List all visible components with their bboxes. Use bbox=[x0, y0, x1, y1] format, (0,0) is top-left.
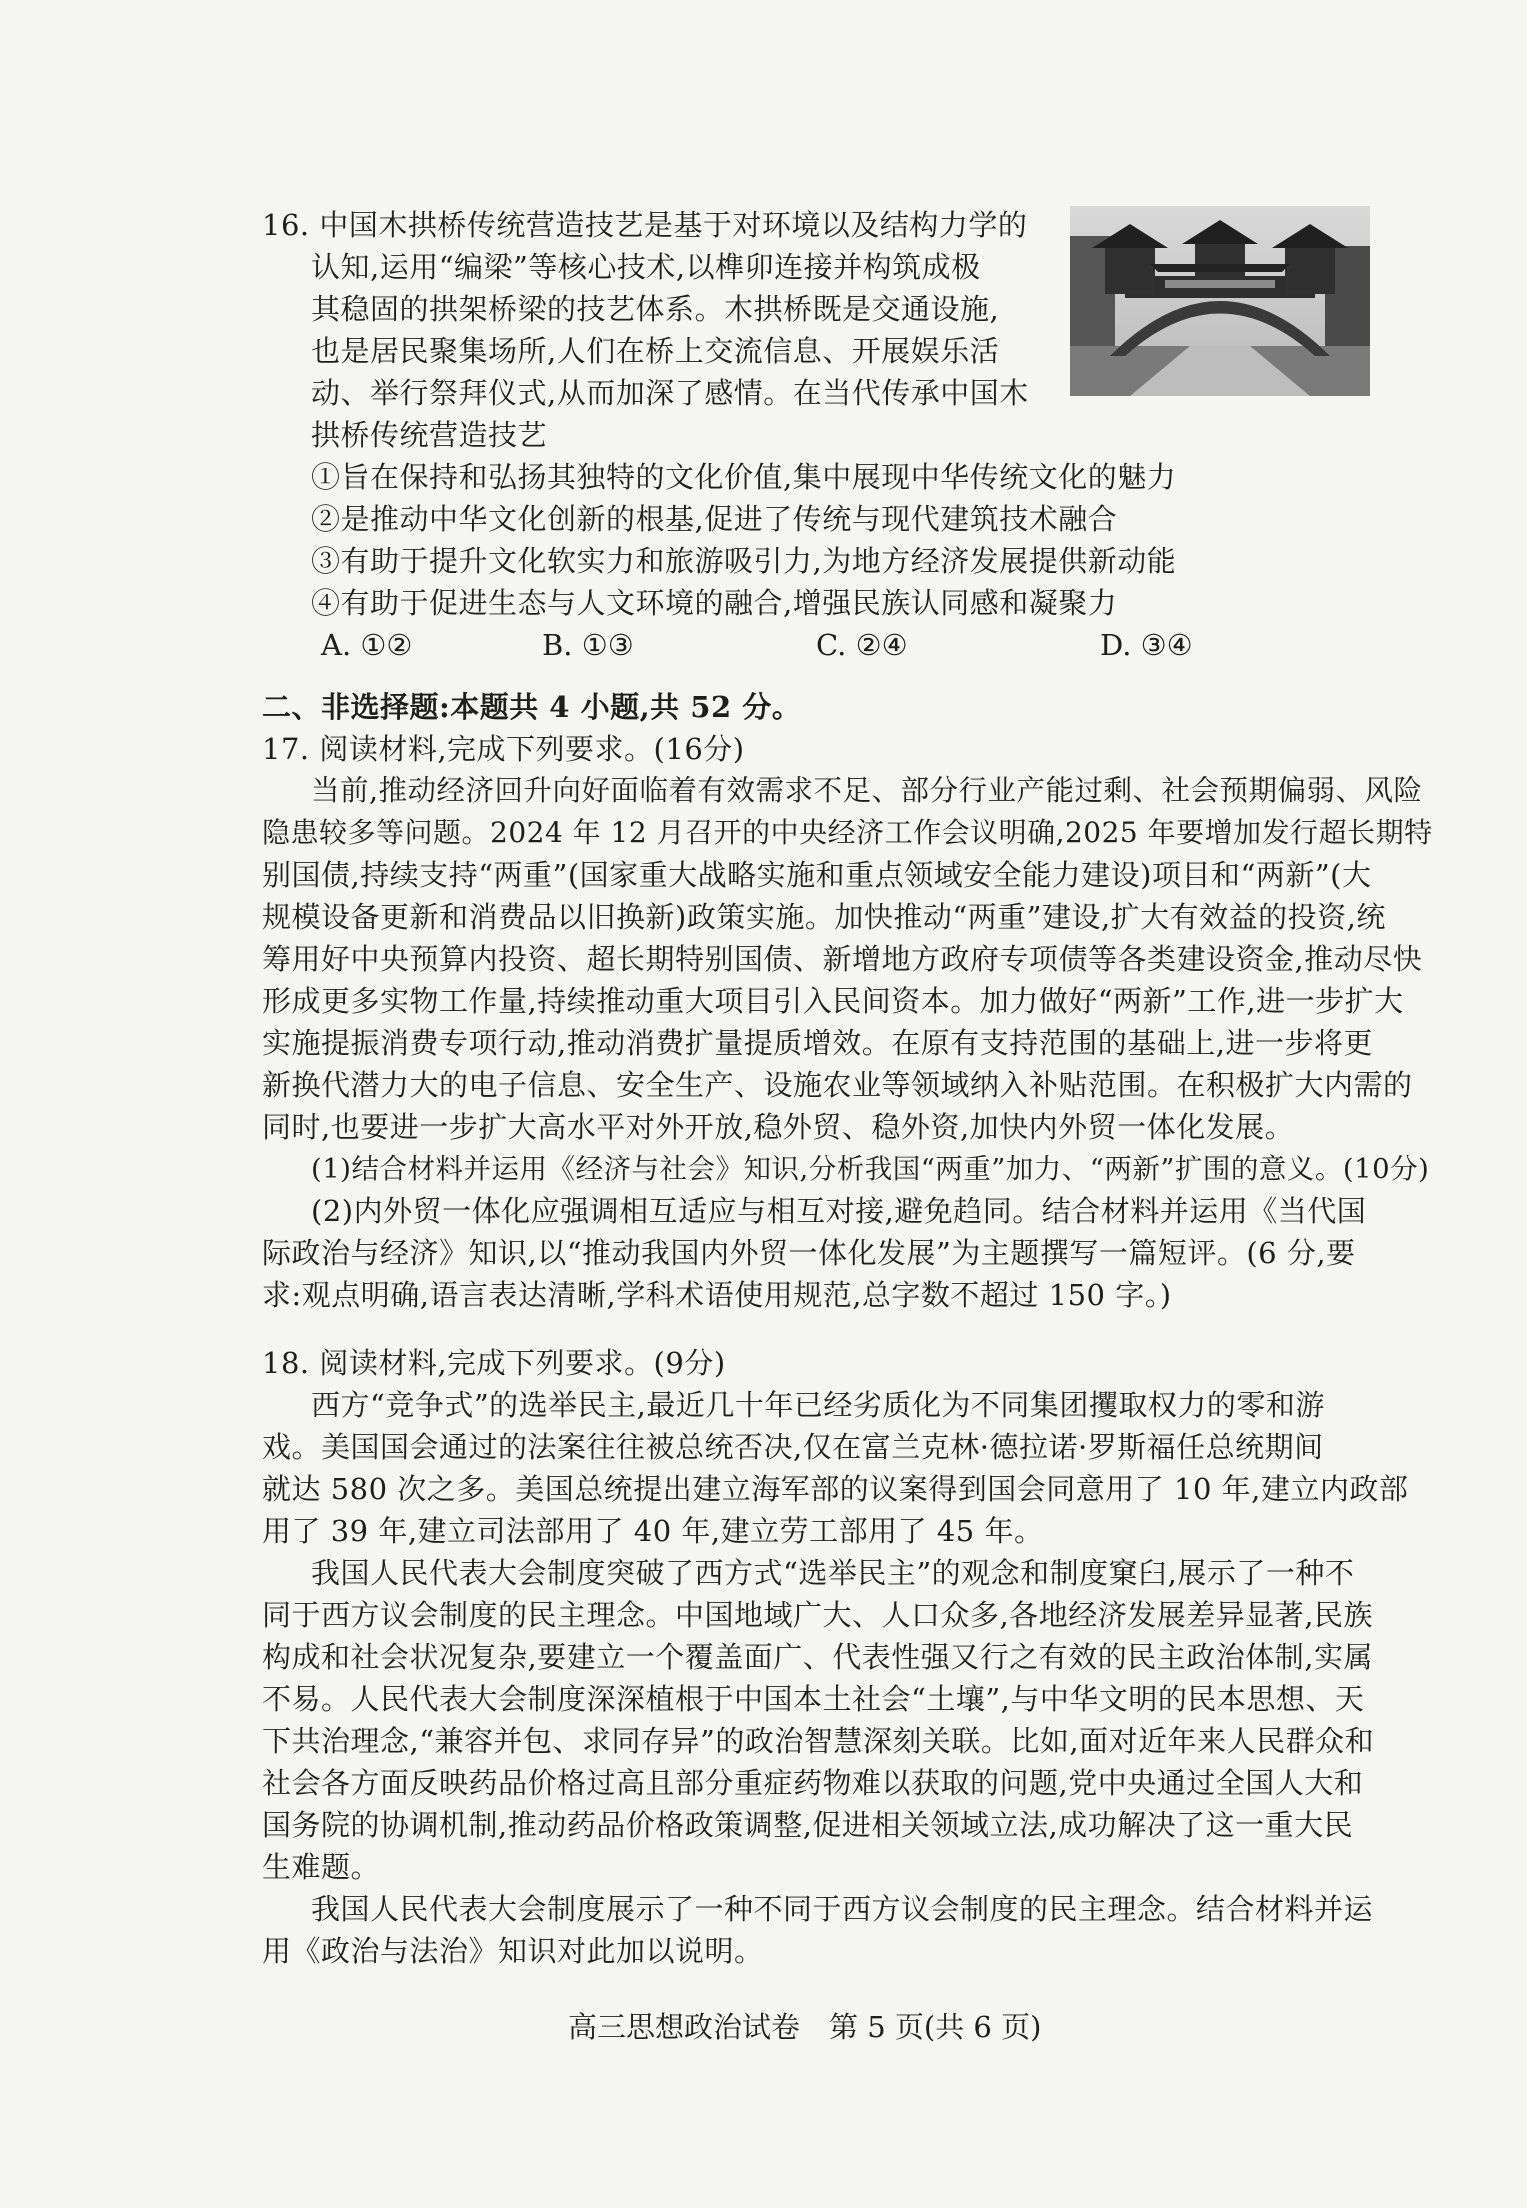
q18-para-line: 国务院的协调机制,推动药品价格政策调整,促进相关领域立法,成功解决了这一重大民 bbox=[262, 1808, 1354, 1842]
q16-option-c: C. ②④ bbox=[816, 628, 908, 662]
q16-line-6: 拱桥传统营造技艺 bbox=[311, 418, 548, 452]
q18-para-line: 我国人民代表大会制度突破了西方式“选举民主”的观念和制度窠臼,展示了一种不 bbox=[311, 1556, 1355, 1590]
q17-para-line: 同时,也要进一步扩大高水平对外开放,稳外贸、稳外资,加快内外贸一体化发展。 bbox=[262, 1110, 1295, 1144]
q18-para-line: 生难题。 bbox=[262, 1850, 381, 1884]
q18-question-line: 用《政治与法治》知识对此加以说明。 bbox=[262, 1934, 764, 1968]
q17-sub-2-cont: 际政治与经济》知识,以“推动我国内外贸一体化发展”为主题撰写一篇短评。(6 分,要 bbox=[262, 1236, 1356, 1270]
q17-para-line: 筹用好中央预算内投资、超长期特别国债、新增地方政府专项债等各类建设资金,推动尽快 bbox=[262, 942, 1423, 976]
q16-statement-4: ④有助于促进生态与人文环境的融合,增强民族认同感和凝聚力 bbox=[311, 586, 1118, 620]
q16-statement-2: ②是推动中华文化创新的根基,促进了传统与现代建筑技术融合 bbox=[311, 502, 1118, 536]
q17-para-line: 别国债,持续支持“两重”(国家重大战略实施和重点领域安全能力建设)项目和“两新”(大 bbox=[262, 858, 1372, 892]
q17-para-line: 形成更多实物工作量,持续推动重大项目引入民间资本。加力做好“两新”工作,进一步扩大 bbox=[262, 984, 1404, 1018]
q16-line-4: 也是居民聚集场所,人们在桥上交流信息、开展娱乐活 bbox=[311, 334, 1000, 368]
q18-title: 18. 阅读材料,完成下列要求。(9分) bbox=[262, 1346, 726, 1380]
q16-line-3: 其稳固的拱架桥梁的技艺体系。木拱桥既是交通设施, bbox=[311, 292, 1000, 326]
q17-sub-1: (1)结合材料并运用《经济与社会》知识,分析我国“两重”加力、“两新”扩围的意义。(10分) bbox=[311, 1153, 1430, 1185]
q17-sub-2-cont: 求:观点明确,语言表达清晰,学科术语使用规范,总字数不超过 150 字。) bbox=[262, 1278, 1172, 1312]
q16-line-5: 动、举行祭拜仪式,从而加深了感情。在当代传承中国木 bbox=[311, 376, 1029, 410]
q18-para-line: 构成和社会状况复杂,要建立一个覆盖面广、代表性强又行之有效的民主政治体制,实属 bbox=[262, 1640, 1373, 1674]
section-heading: 二、非选择题:本题共 4 小题,共 52 分。 bbox=[262, 690, 802, 724]
q17-title: 17. 阅读材料,完成下列要求。(16分) bbox=[262, 732, 745, 766]
q18-para-line: 同于西方议会制度的民主理念。中国地域广大、人口众多,各地经济发展差异显著,民族 bbox=[262, 1598, 1373, 1632]
q17-para-line: 隐患较多等问题。2024 年 12 月召开的中央经济工作会议明确,2025 年要增加发行超长期特 bbox=[262, 816, 1433, 849]
q18-para-line: 下共治理念,“兼容并包、求同存异”的政治智慧深刻关联。比如,面对近年来人民群众和 bbox=[262, 1724, 1375, 1758]
q16-option-d: D. ③④ bbox=[1100, 628, 1193, 662]
q18-para-line: 社会各方面反映药品价格过高且部分重症药物难以获取的问题,党中央通过全国人大和 bbox=[262, 1766, 1364, 1800]
q17-para-line: 实施提振消费专项行动,推动消费扩量提质增效。在原有支持范围的基础上,进一步将更 bbox=[262, 1026, 1373, 1060]
q16-option-a: A. ①② bbox=[321, 628, 413, 662]
q16-statement-1: ①旨在保持和弘扬其独特的文化价值,集中展现中华传统文化的魅力 bbox=[311, 460, 1177, 494]
q16-line-2: 认知,运用“编梁”等核心技术,以榫卯连接并构筑成极 bbox=[311, 250, 981, 284]
q17-para-line: 当前,推动经济回升向好面临着有效需求不足、部分行业产能过剩、社会预期偏弱、风险 bbox=[311, 774, 1423, 807]
q16-statement-3: ③有助于提升文化软实力和旅游吸引力,为地方经济发展提供新动能 bbox=[311, 544, 1177, 578]
q18-para-line: 戏。美国国会通过的法案往往被总统否决,仅在富兰克林·德拉诺·罗斯福任总统期间 bbox=[262, 1430, 1324, 1464]
wooden-arch-bridge-photo bbox=[1070, 206, 1370, 396]
q17-para-line: 规模设备更新和消费品以旧换新)政策实施。加快推动“两重”建设,扩大有效益的投资,统 bbox=[262, 900, 1386, 934]
q17-para-line: 新换代潜力大的电子信息、安全生产、设施农业等领域纳入补贴范围。在积极扩大内需的 bbox=[262, 1068, 1413, 1102]
q18-para-line: 不易。人民代表大会制度深深植根于中国本土社会“土壤”,与中华文明的民本思想、天 bbox=[262, 1682, 1365, 1716]
q17-sub-2: (2)内外贸一体化应强调相互适应与相互对接,避免趋同。结合材料并运用《当代国 bbox=[311, 1194, 1367, 1228]
q18-para-line: 就达 580 次之多。美国总统提出建立海军部的议案得到国会同意用了 10 年,建立内政部 bbox=[262, 1472, 1409, 1506]
q18-para-line: 西方“竞争式”的选举民主,最近几十年已经劣质化为不同集团攫取权力的零和游 bbox=[311, 1388, 1325, 1422]
q16-option-b: B. ①③ bbox=[542, 628, 634, 662]
q18-para-line: 用了 39 年,建立司法部用了 40 年,建立劳工部用了 45 年。 bbox=[262, 1514, 1044, 1548]
q18-question-line: 我国人民代表大会制度展示了一种不同于西方议会制度的民主理念。结合材料并运 bbox=[311, 1892, 1374, 1926]
q16-line-1: 16. 中国木拱桥传统营造技艺是基于对环境以及结构力学的 bbox=[262, 208, 1028, 242]
page-footer: 高三思想政治试卷 第 5 页(共 6 页) bbox=[568, 2010, 1042, 2044]
